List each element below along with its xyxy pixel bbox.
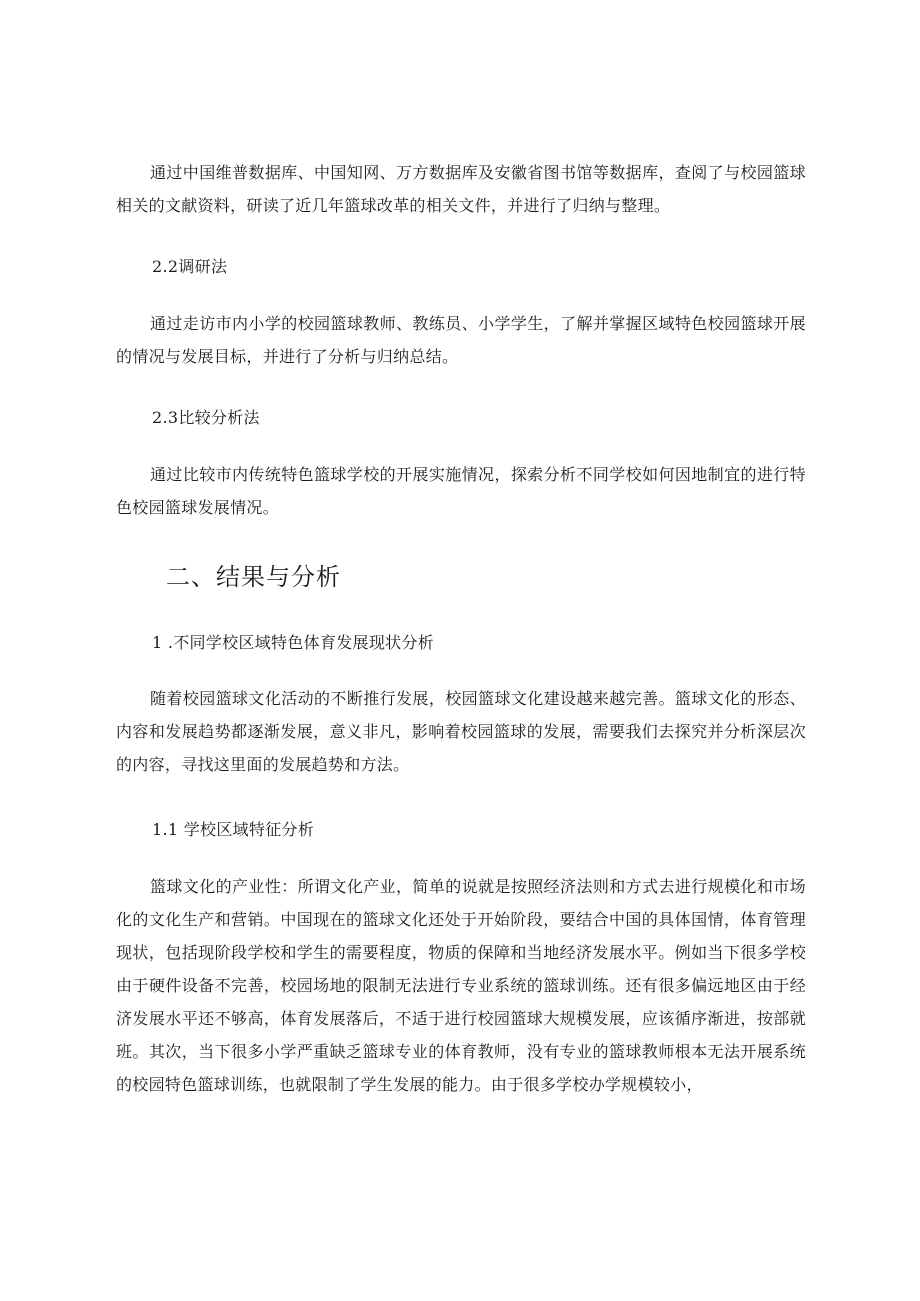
paragraph-culture-development xyxy=(116,682,806,781)
paragraph-text: 通过比较市内传统特色篮球学校的开展实施情况，探索分析不同学校如何因地制宜的进行特色校园篮球发展情况。 xyxy=(116,465,806,517)
paragraph-text: 篮球文化的产业性：所谓文化产业，简单的说就是按照经济法则和方式去进行规模化和市场化的文化生产和营销。中国现在的篮球文化还处于开始阶段，要结合中国的具体国情，体育管理现状，包括现阶段学校和学生的需要程度，物质的保障和当地经济发展水平。例如当下很多学校由于硬件设备不完善，校园场地的限制无法进行专业系统的篮球训练。还有很多偏远地区由于经济发展水平还不够高，体育发展落后，不适于进行校园篮球大规模发展，应该循序渐进，按部就班。其次，当下很多小学严重缺乏篮球专业的体育教师，没有专业的篮球教师根本无法开展系统的校园特色篮球训练，也就限制了学生发展的能力。由于很多学校办学规模较小， xyxy=(116,877,806,1094)
paragraph-text: 通过中国维普数据库、中国知网、万方数据库及安徽省图书馆等数据库，查阅了与校园篮球相关的文献资料，研读了近几年篮球改革的相关文件，并进行了归纳与整理。 xyxy=(116,163,806,215)
heading-2-2 xyxy=(116,255,806,279)
paragraph-text: 通过走访市内小学的校园篮球教师、教练员、小学学生，了解并掌握区域特色校园篮球开展的情况与发展目标，并进行了分析与归纳总结。 xyxy=(116,314,806,366)
heading-text: 1 .不同学校区域特色体育发展现状分析 xyxy=(152,633,435,652)
heading-1 xyxy=(116,631,806,655)
heading-1-1 xyxy=(116,818,806,842)
section-title: 二、结果与分析 xyxy=(166,563,341,591)
heading-2-3 xyxy=(116,406,806,430)
paragraph-comparison-method xyxy=(116,458,806,524)
heading-text: 2.2调研法 xyxy=(152,257,228,276)
heading-text: 1.1 学校区域特征分析 xyxy=(152,820,315,839)
paragraph-literature-method xyxy=(116,156,806,222)
paragraph-text: 随着校园篮球文化活动的不断推行发展，校园篮球文化建设越来越完善。篮球文化的形态、内容和发展趋势都逐渐发展，意义非凡，影响着校园篮球的发展，需要我们去探究并分析深层次的内容，寻找这里面的发展趋势和方法。 xyxy=(116,689,806,774)
heading-text: 2.3比较分析法 xyxy=(152,408,260,427)
paragraph-survey-method xyxy=(116,307,806,373)
paragraph-industry-analysis xyxy=(116,870,806,1101)
section-heading-results xyxy=(116,560,806,594)
